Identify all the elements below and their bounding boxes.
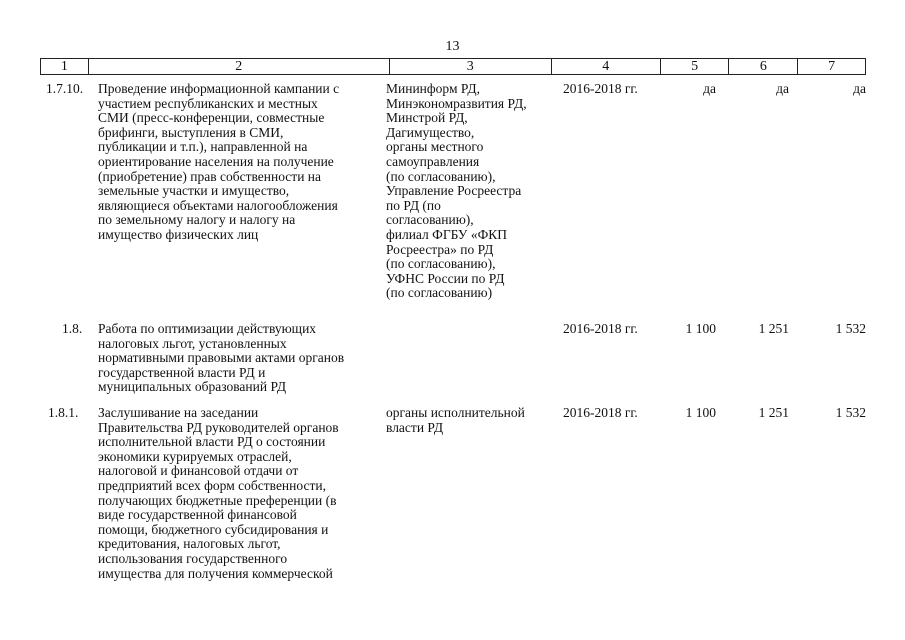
header-col-3: 3 <box>390 59 552 74</box>
row-value-col7: 1 532 <box>835 405 866 420</box>
description-line: кредитования, налоговых льгот, <box>98 536 281 552</box>
row-executor <box>386 82 527 301</box>
description-line: брифинги, выступления в СМИ, <box>98 124 284 140</box>
description-line: СМИ (пресс-конференции, совместные <box>98 110 325 126</box>
executor-line: самоуправления <box>386 153 480 169</box>
executor-line: (по согласованию), <box>386 256 496 272</box>
header-col-5: 5 <box>661 59 730 74</box>
description-line: помощи, бюджетного субсидирования и <box>98 521 329 537</box>
row-value-col5: да <box>703 81 716 96</box>
header-col-2: 2 <box>89 59 390 74</box>
description-line: (приобретение) прав собственности на <box>98 168 322 184</box>
row-value-col6: 1 251 <box>758 405 789 420</box>
description-line: Работа по оптимизации действующих <box>98 321 317 336</box>
executor-line: Управление Росреестра <box>386 183 522 199</box>
row-value-col6: 1 251 <box>758 321 789 336</box>
description-line: Проведение информационной кампании с <box>98 81 340 96</box>
executor-line: органы исполнительной <box>386 405 525 420</box>
description-line: исполнительной власти РД о состоянии <box>98 434 326 450</box>
row-value-col5: 1 100 <box>685 321 716 336</box>
description-line: являющиеся объектами налогообложения <box>98 197 338 213</box>
row-value-col7: 1 532 <box>835 321 866 336</box>
executor-line: Минэкономразвития РД, <box>386 95 527 111</box>
executor-line: Дагимущество, <box>386 124 475 140</box>
row-value-col5: 1 100 <box>685 405 716 420</box>
description-line: налоговых льгот, установленных <box>98 335 287 351</box>
executor-line: Мининформ РД, <box>386 81 480 96</box>
executor-line: Росреестра» по РД <box>386 241 494 257</box>
row-number: 1.8. <box>62 321 83 336</box>
description-line: налоговой и финансовой отдачи от <box>98 463 299 479</box>
description-line: Заслушивание на заседании <box>98 405 259 420</box>
description-line: получающих бюджетные преференции (в <box>98 492 337 508</box>
row-value-col7: да <box>853 81 866 96</box>
description-line: экономики курируемых отраслей, <box>98 448 292 464</box>
description-line: нормативными правовыми актами органов <box>98 350 345 366</box>
description-line: ориентирование населения на получение <box>98 153 334 169</box>
row-number: 1.8.1. <box>48 405 79 420</box>
description-line: имущество физических лиц <box>98 226 259 242</box>
header-col-7: 7 <box>828 59 836 74</box>
row-number: 1.7.10. <box>46 81 84 96</box>
description-line: муниципальных образований РД <box>98 379 287 395</box>
executor-line: филиал ФГБУ «ФКП <box>386 226 508 242</box>
table-header-row <box>40 58 866 75</box>
description-line: Правительства РД руководителей органов <box>98 419 339 435</box>
executor-line: (по согласованию), <box>386 168 496 184</box>
executor-line: органы местного <box>386 139 484 155</box>
page-number: 13 <box>445 39 460 54</box>
executor-line: согласованию), <box>386 212 474 228</box>
description-line: имущества для получения коммерческой <box>98 565 333 581</box>
executor-line: по РД (по <box>386 197 441 213</box>
row-description <box>98 82 339 243</box>
description-line: земельные участки и имущество, <box>98 183 290 199</box>
header-col-4: 4 <box>552 59 661 74</box>
header-col-1: 1 <box>41 59 89 74</box>
executor-line: власти РД <box>386 419 444 435</box>
description-line: использования государственного <box>98 550 288 566</box>
description-line: участием республиканских и местных <box>98 95 318 111</box>
description-line: виде государственной финансовой <box>98 507 297 523</box>
header-col-6: 6 <box>729 59 798 74</box>
executor-line: УФНС России по РД <box>386 270 505 286</box>
row-period: 2016-2018 гг. <box>563 81 638 96</box>
row-description <box>98 322 344 395</box>
description-line: государственной власти РД и <box>98 364 266 380</box>
executor-line: (по согласованию) <box>386 285 493 301</box>
row-value-col6: да <box>776 81 789 96</box>
description-line: предприятий всех форм собственности, <box>98 477 326 493</box>
row-executor <box>386 406 525 435</box>
row-period: 2016-2018 гг. <box>563 321 638 336</box>
description-line: публикации и т.п.), направленной на <box>98 139 308 155</box>
row-description <box>98 406 339 581</box>
row-period: 2016-2018 гг. <box>563 405 638 420</box>
executor-line: Минстрой РД, <box>386 110 468 126</box>
description-line: по земельному налогу и налогу на <box>98 212 296 228</box>
